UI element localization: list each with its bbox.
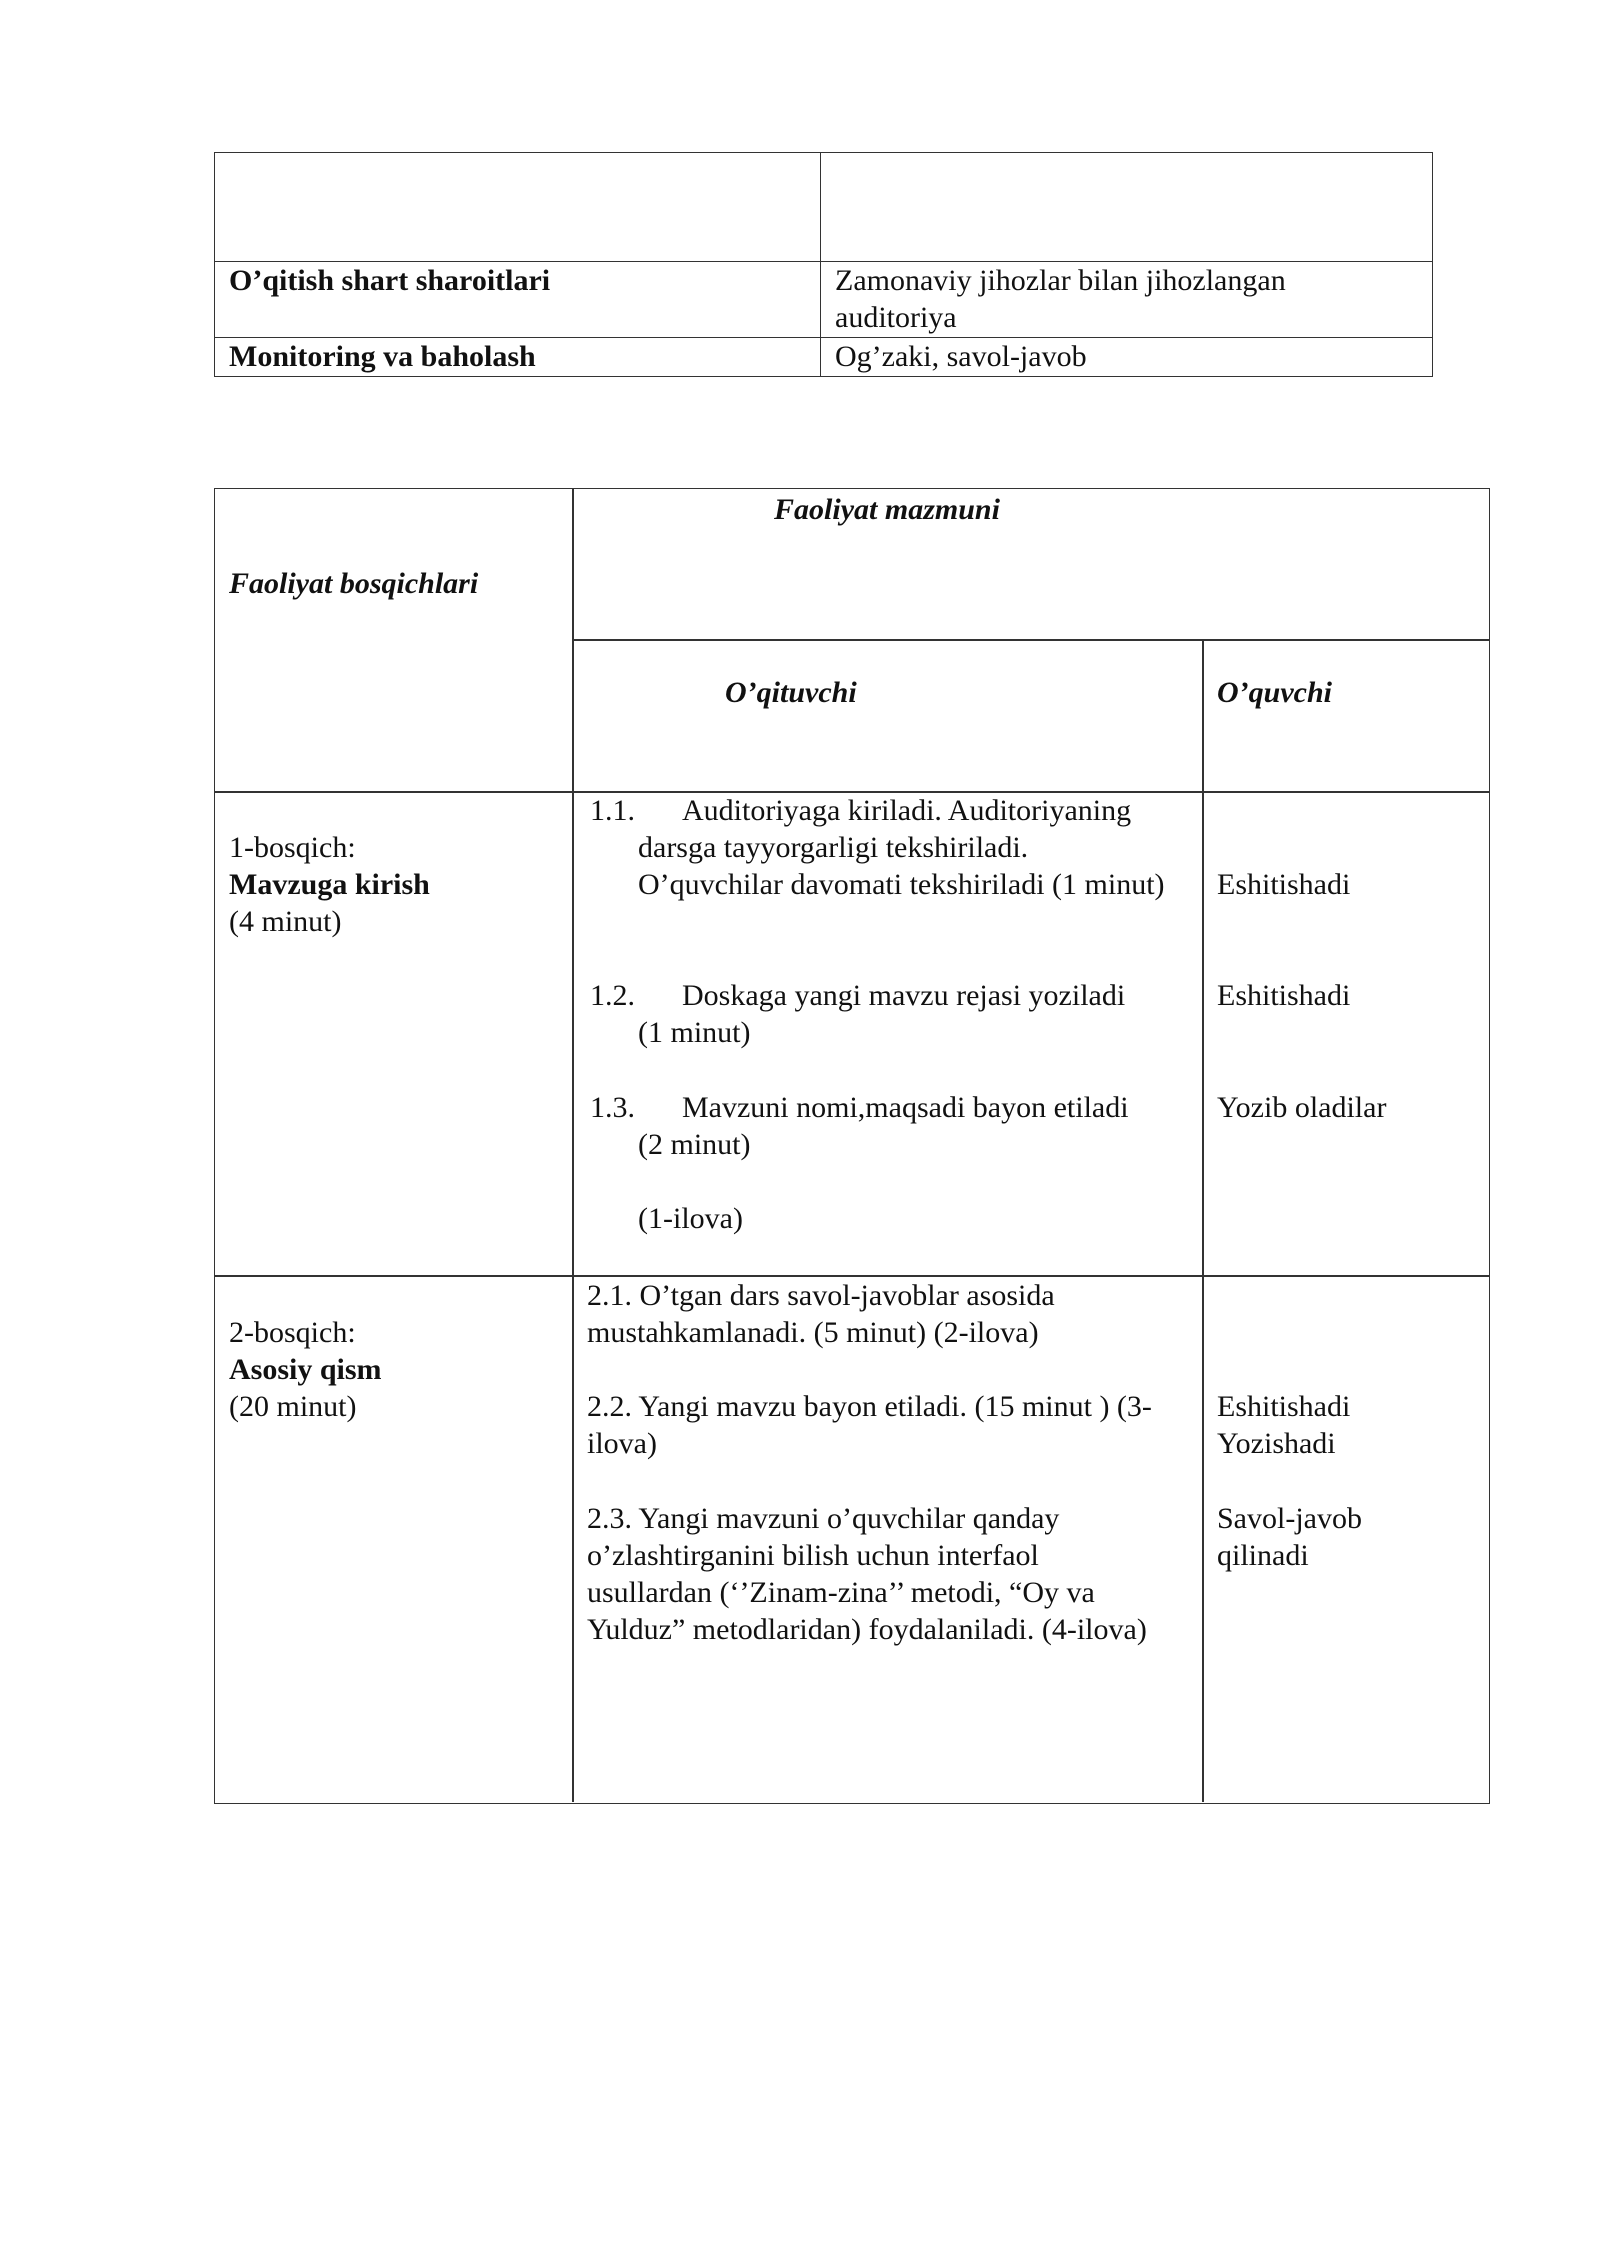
table-row bbox=[215, 261, 1432, 337]
row-label: Monitoring va baholash bbox=[215, 338, 821, 376]
header-student: O’quvchi bbox=[1217, 676, 1332, 709]
list-item: 1.1. Auditoriyaga kiriladi. Auditoriyaning darsga tayyorgarligi tekshiriladi. O’quvchilar davomati tekshiriladi (1 minut) bbox=[590, 794, 1165, 901]
student-item: Eshitishadi bbox=[1217, 1390, 1351, 1423]
stage2-title-line2: Asosiy qism bbox=[229, 1353, 382, 1386]
column-divider bbox=[1202, 639, 1204, 1802]
header-content: Faoliyat mazmuni bbox=[774, 493, 1000, 526]
row-value: Og’zaki, savol-javob bbox=[835, 340, 1087, 373]
row-value: Zamonaviy jihozlar bilan jihozlangan auditoriya bbox=[835, 264, 1286, 334]
appendix-note: (1-ilova) bbox=[638, 1202, 743, 1235]
table-row bbox=[215, 153, 1432, 261]
header-stages: Faoliyat bosqichlari bbox=[229, 567, 479, 600]
list-item: 2.1. O’tgan dars savol-javoblar asosida mustahkamlanadi. (5 minut) (2-ilova) bbox=[587, 1279, 1055, 1349]
stage2-title-line3: (20 minut) bbox=[229, 1390, 357, 1423]
stage1-title-line2: Mavzuga kirish bbox=[229, 868, 430, 901]
table-cell bbox=[215, 153, 821, 261]
list-item: 2.2. Yangi mavzu bayon etiladi. (15 minut ) (3-ilova) bbox=[587, 1390, 1152, 1460]
conditions-table bbox=[214, 152, 1433, 377]
table-cell bbox=[821, 153, 1432, 261]
row-label: O’qitish shart sharoitlari bbox=[215, 262, 821, 337]
table-row bbox=[215, 337, 1432, 376]
stage1-title-line1: 1-bosqich: bbox=[229, 831, 356, 864]
header-teacher: O’qituvchi bbox=[725, 676, 857, 709]
column-divider bbox=[572, 489, 574, 1802]
row-divider bbox=[572, 639, 1489, 641]
activity-table bbox=[214, 488, 1490, 1804]
student-item: Eshitishadi bbox=[1217, 979, 1351, 1012]
stage1-title-line3: (4 minut) bbox=[229, 905, 342, 938]
stage2-title-line1: 2-bosqich: bbox=[229, 1316, 356, 1349]
list-item: 1.3. Mavzuni nomi,maqsadi bayon etiladi (2 minut) bbox=[590, 1091, 1129, 1161]
student-item: Savol-javob qilinadi bbox=[1217, 1502, 1362, 1572]
list-item: 2.3. Yangi mavzuni o’quvchilar qanday o’zlashtirganini bilish uchun interfaol usullardan (‘’Zinam-zina’’ metodi, “Oy va Yulduz” metodlaridan) foydalaniladi. (4-ilova) bbox=[587, 1502, 1147, 1646]
student-item: Yozishadi bbox=[1217, 1427, 1336, 1460]
list-item: 1.2. Doskaga yangi mavzu rejasi yoziladi (1 minut) bbox=[590, 979, 1126, 1049]
student-item: Eshitishadi bbox=[1217, 868, 1351, 901]
student-item: Yozib oladilar bbox=[1217, 1091, 1387, 1124]
